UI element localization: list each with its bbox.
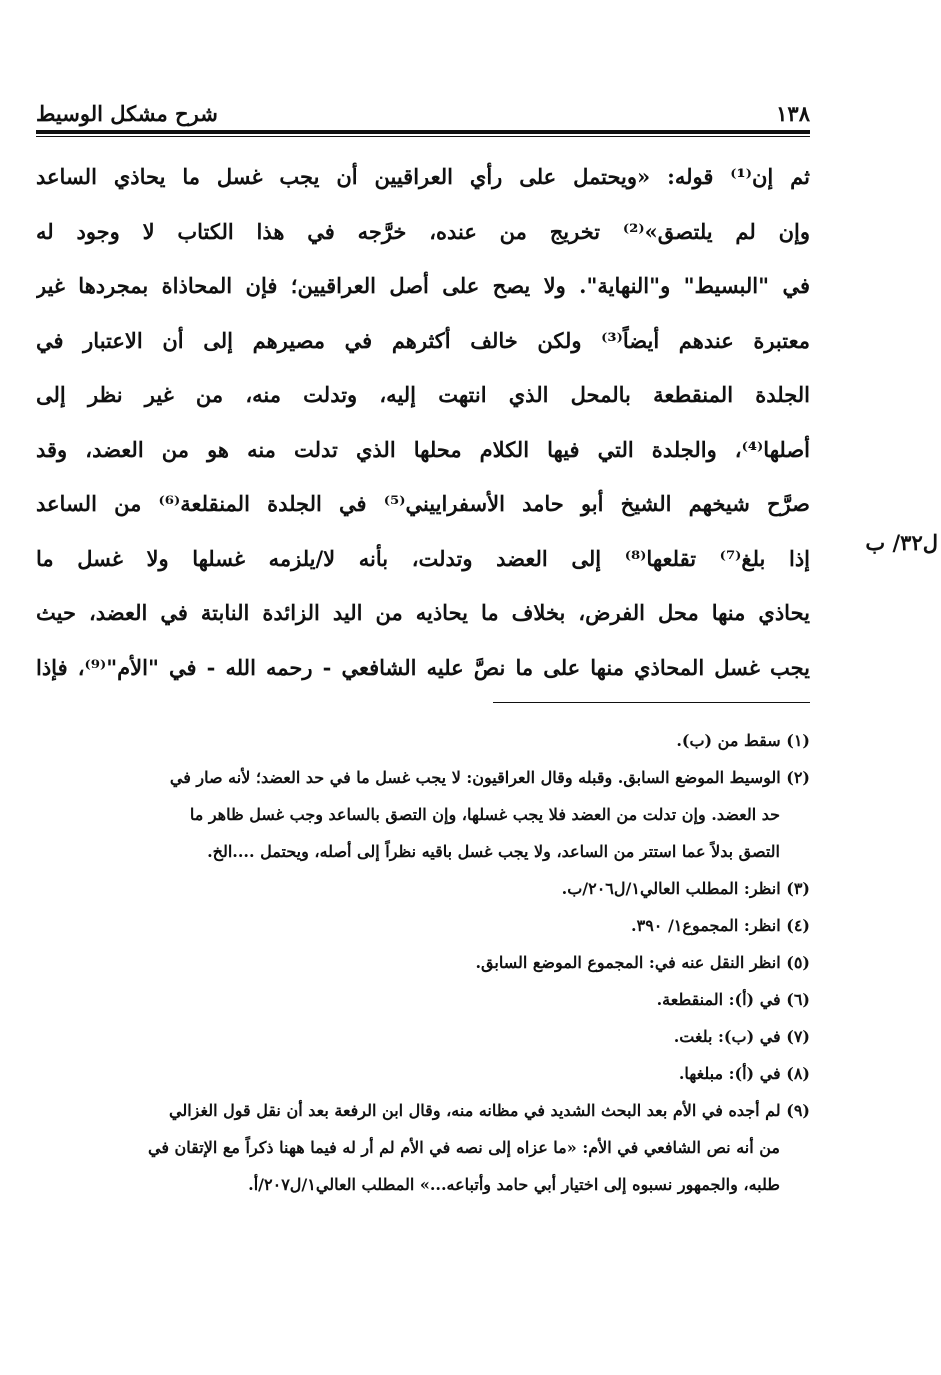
footnote-6: (٦) في (أ): المنقطعة. <box>656 990 810 1009</box>
text-line: وإن لم يلتصق»⁽²⁾ تخريج من عنده، خرَّجه في هذا الكتاب لا وجود له <box>36 218 810 244</box>
footnote-9-cont: طلبه، والجمهور نسبوه إلى اختيار أبي حامد وأتباعه...» المطلب العالي١/ل٢٠٧/أ. <box>248 1175 780 1194</box>
text-line: إذا بلغ⁽⁷⁾ تقلعها⁽⁸⁾ إلى العضد وتدلت، بأنه لا/يلزمه غسلها ولا غسل ما <box>36 545 810 571</box>
footnote-8: (٨) في (أ): مبلغها. <box>678 1064 810 1083</box>
footnote-2: (٢) الوسيط الموضع السابق. وقبله وقال العراقيون: لا يجب غسل ما في حد العضد؛ لأنه صار في <box>169 768 810 787</box>
manuscript-folio-note: ل٣٢/ ب <box>865 530 938 555</box>
text-line: الجلدة المنقطعة بالمحل الذي انتهت إليه، وتدلت منه، من غير نظر إلى <box>36 382 810 407</box>
footnote-7: (٧) في (ب): بلغت. <box>673 1027 810 1046</box>
footnote-separator <box>493 702 810 703</box>
text-line: أصلها⁽⁴⁾، والجلدة التي فيها الكلام محلها الذي تدلت منه هو من العضد، وقد <box>36 436 810 462</box>
footnote-9-cont: من أنه نص الشافعي في الأم: «ما عزاه إلى نصه في الأم لم أر له فيما ههنا ذكراً مع الإتقان في <box>148 1138 780 1157</box>
text-line: يحاذي منها محل الفرض، بخلاف ما يحاذيه من اليد الزائدة النابتة في العضد، حيث <box>36 600 810 625</box>
footnote-3: (٣) انظر: المطلب العالي١/ل٢٠٦/ب. <box>561 879 810 898</box>
header-rule-thin <box>36 136 810 137</box>
text-line: ثم إن⁽¹⁾ قوله: «ويحتمل على رأي العراقيين أن يجب غسل ما يحاذي الساعد <box>36 164 810 189</box>
header-rule-thick <box>36 130 810 134</box>
footnote-2-cont: التصق بدلاً عما استتر من الساعد، ولا يجب غسل باقيه نظراً إلى أصله، ويحتمل ....الخ. <box>207 842 780 861</box>
footnote-4: (٤) انظر: المجموع١/ ٣٩٠. <box>631 916 810 935</box>
text-line: يجب غسل المحاذي منها على ما نصَّ عليه الشافعي - رحمه الله - في "الأم"⁽⁹⁾، فإذا <box>36 654 810 680</box>
footnote-1: (١) سقط من (ب). <box>676 731 810 750</box>
footnotes <box>40 722 810 1203</box>
text-line: معتبرة عندهم أيضاً⁽³⁾ ولكن خالف أكثرهم في مصيرهم إلى أن الاعتبار في <box>36 327 810 353</box>
running-title: شرح مشكل الوسيط <box>36 101 218 126</box>
footnote-5: (٥) انظر النقل عنه في: المجموع الموضع السابق. <box>475 953 810 972</box>
footnote-9: (٩) لم أجده في الأم بعد البحث الشديد في مظانه منه، وقال ابن الرفعة بعد أن نقل قول الغزالي <box>169 1101 810 1120</box>
text-line: في "البسيط" و"النهاية". ولا يصح على أصل العراقيين؛ فإن المحاذاة بمجردها غير <box>36 273 810 298</box>
page-number: ١٣٨ <box>776 101 810 126</box>
footnote-2-cont: حد العضد. وإن تدلت من العضد فلا يجب غسلها، وإن التصق بالساعد وجب غسل ظاهر ما <box>189 805 780 824</box>
page-header <box>36 92 810 126</box>
main-text <box>36 150 810 695</box>
text-line: صرَّح شيخهم الشيخ أبو حامد الأسفراييني⁽⁵⁾ في الجلدة المنقلعة⁽⁶⁾ من الساعد <box>36 491 810 516</box>
